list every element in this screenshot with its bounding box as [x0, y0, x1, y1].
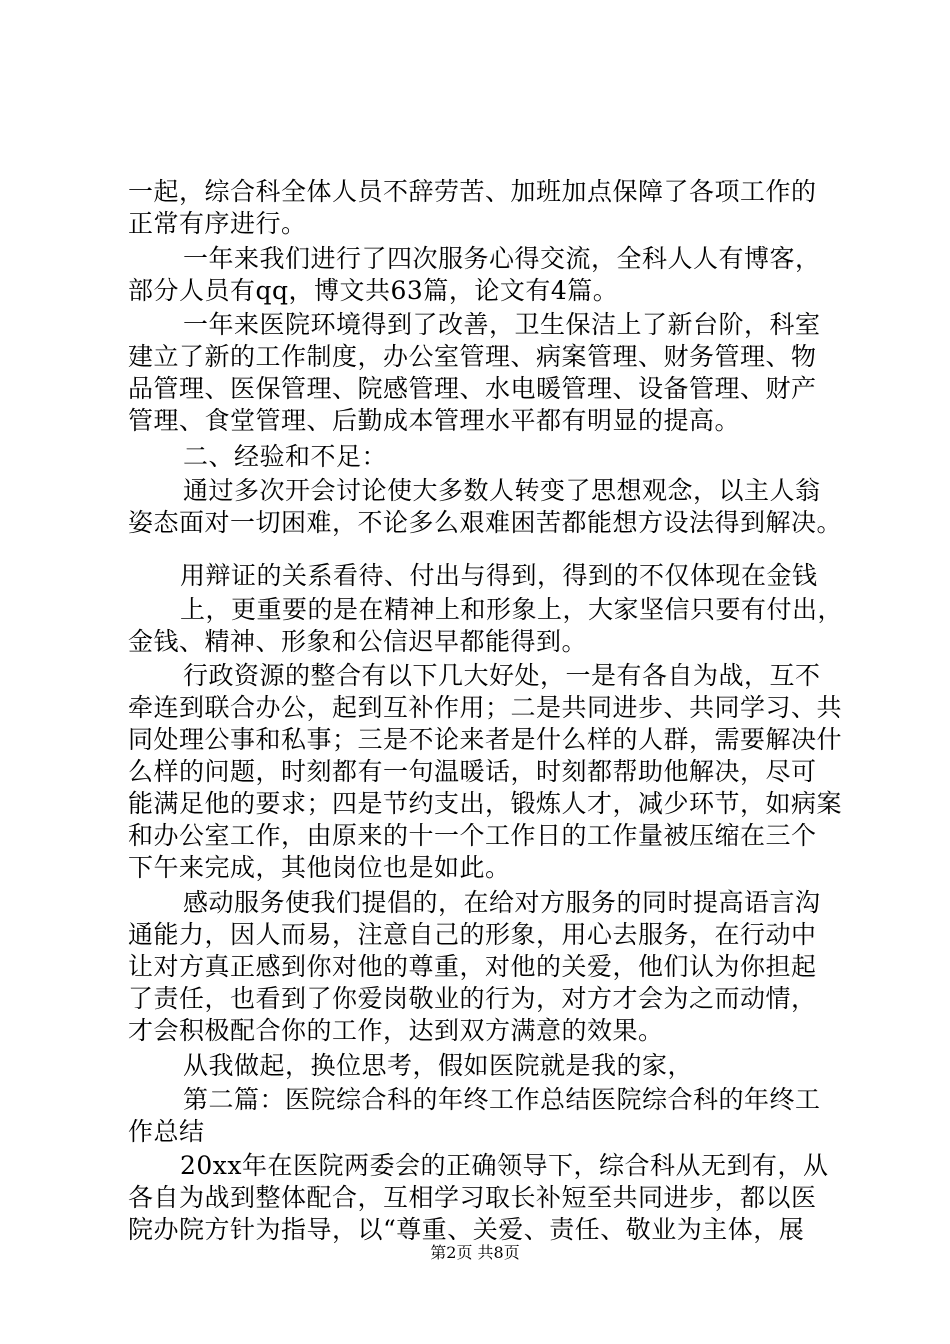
body-text-line: 感动服务使我们提倡的，在给对方服务的同时提高语言沟 — [183, 888, 821, 917]
body-text-line: 让对方真正感到你对他的尊重，对他的关爱，他们认为你担起 — [128, 952, 817, 981]
body-text-line: 才会积极配合你的工作，达到双方满意的效果。 — [128, 1016, 664, 1045]
section-heading: 作总结 — [128, 1117, 205, 1146]
body-text-line: 上，更重要的是在精神上和形象上，大家坚信只要有付出， — [180, 595, 844, 624]
body-text-line: 么样的问题，时刻都有一句温暖话，时刻都帮助他解决，尽可 — [128, 757, 817, 786]
body-text-line: 一年来医院环境得到了改善，卫生保洁上了新台阶，科室 — [183, 310, 821, 339]
body-text-line: 正常有序进行。 — [128, 209, 307, 238]
body-text-line: 姿态面对一切困难，不论多么艰难困苦都能想方设法得到解决。 — [128, 508, 843, 537]
body-text-line: 管理、食堂管理、后勤成本管理水平都有明显的提高。 — [128, 406, 741, 435]
body-text-line: 用辩证的关系看待、付出与得到，得到的不仅体现在金钱 — [180, 561, 818, 590]
body-text-line: 各自为战到整体配合，互相学习取长补短至共同进步，都以医 — [128, 1183, 817, 1212]
body-text-line: 部分人员有qq，博文共63篇，论文有4篇。 — [128, 276, 619, 305]
body-text-line: 建立了新的工作制度，办公室管理、病案管理、财务管理、物 — [128, 342, 817, 371]
body-text-line: 下午来完成，其他岗位也是如此。 — [128, 853, 511, 882]
body-text-line: 和办公室工作，由原来的十一个工作日的工作量被压缩在三个 — [128, 821, 817, 850]
body-text-line: 通过多次开会讨论使大多数人转变了思想观念，以主人翁 — [183, 476, 821, 505]
body-text-line: 了责任，也看到了你爱岗敬业的行为，对方才会为之而动情， — [128, 984, 817, 1013]
section-heading: 二、经验和不足： — [183, 442, 388, 471]
body-text-line: 通能力，因人而易，注意自己的形象，用心去服务，在行动中 — [128, 920, 817, 949]
page-number-footer: 第2页 共8页 — [430, 1243, 520, 1262]
body-text-line: 金钱、精神、形象和公信迟早都能得到。 — [128, 627, 588, 656]
body-text-line: 行政资源的整合有以下几大好处，一是有各自为战，互不 — [183, 661, 821, 690]
body-text-line: 从我做起，换位思考，假如医院就是我的家， — [183, 1051, 694, 1080]
body-text-line: 品管理、医保管理、院感管理、水电暖管理、设备管理、财产 — [128, 374, 817, 403]
body-text-line: 一起，综合科全体人员不辞劳苦、加班加点保障了各项工作的 — [128, 177, 817, 206]
body-text-line: 牵连到联合办公，起到互补作用；二是共同进步、共同学习、共 — [128, 693, 843, 722]
section-heading: 第二篇：医院综合科的年终工作总结医院综合科的年终工 — [183, 1085, 821, 1114]
body-text-line: 同处理公事和私事；三是不论来者是什么样的人群，需要解决什 — [128, 725, 843, 754]
body-text-line: 能满足他的要求；四是节约支出，锻炼人才，减少环节，如病案 — [128, 789, 843, 818]
body-text-line: 20xx年在医院两委会的正确领导下，综合科从无到有，从 — [180, 1151, 829, 1180]
body-text-line: 院办院方针为指导，以“尊重、关爱、责任、敬业为主体，展 — [128, 1215, 805, 1244]
body-text-line: 一年来我们进行了四次服务心得交流，全科人人有博客， — [183, 244, 821, 273]
